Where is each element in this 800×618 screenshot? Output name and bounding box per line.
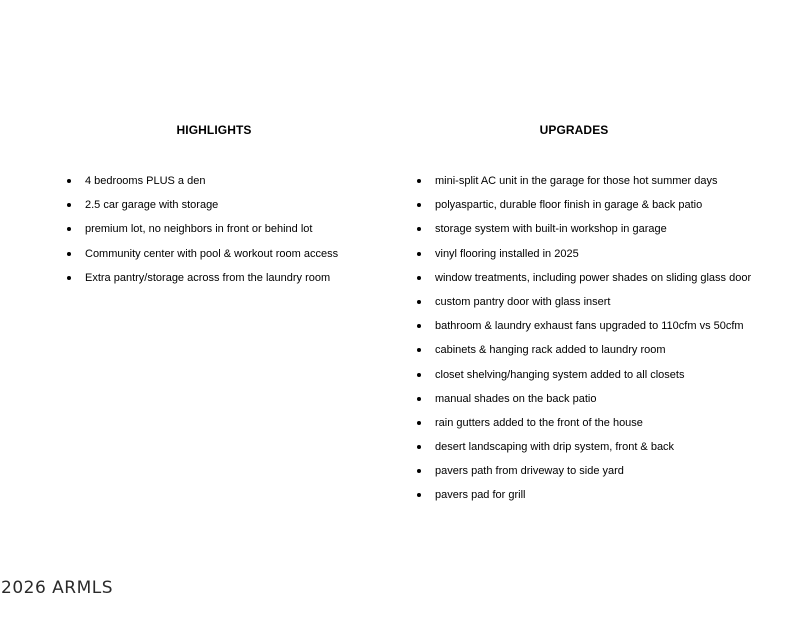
bullet-icon (67, 179, 71, 183)
list-item (66, 245, 386, 269)
list-item-text: Extra pantry/storage across from the laundry room (85, 271, 331, 284)
bullet-icon (417, 300, 421, 304)
bullet-icon (417, 227, 421, 231)
highlights-heading: HIGHLIGHTS (176, 123, 252, 137)
bullet-icon (417, 373, 421, 377)
bullet-icon (67, 203, 71, 207)
list-item-text: closet shelving/hanging system added to all closets (435, 368, 685, 381)
watermark: 2026 ARMLS (1, 578, 114, 598)
list-item (416, 172, 786, 196)
bullet-icon (417, 348, 421, 352)
list-item (66, 172, 386, 196)
list-item (416, 196, 786, 220)
list-item (416, 414, 786, 438)
list-item (416, 245, 786, 269)
list-item-text: manual shades on the back patio (435, 392, 597, 405)
list-item-text: polyaspartic, durable floor finish in garage & back patio (435, 199, 703, 212)
list-item (416, 317, 786, 341)
list-item (416, 341, 786, 365)
list-item-text: custom pantry door with glass insert (435, 295, 611, 308)
bullet-icon (417, 469, 421, 473)
list-item (416, 390, 786, 414)
list-item (66, 196, 386, 220)
list-item-text: bathroom & laundry exhaust fans upgraded to 110cfm vs 50cfm (435, 320, 744, 333)
list-item-text: vinyl flooring installed in 2025 (435, 247, 579, 260)
list-item-text: pavers path from driveway to side yard (435, 465, 624, 478)
list-item (416, 293, 786, 317)
list-item (66, 220, 386, 244)
list-item-text: cabinets & hanging rack added to laundry room (435, 344, 666, 357)
list-item (416, 486, 786, 510)
list-item (416, 269, 786, 293)
upgrades-list (416, 172, 786, 511)
list-item-text: premium lot, no neighbors in front or behind lot (85, 223, 313, 236)
list-item (416, 438, 786, 462)
bullet-icon (67, 227, 71, 231)
bullet-icon (417, 203, 421, 207)
highlights-list (66, 172, 386, 293)
bullet-icon (417, 276, 421, 280)
bullet-icon (417, 252, 421, 256)
bullet-icon (67, 276, 71, 280)
list-item-text: storage system with built-in workshop in garage (435, 223, 667, 236)
bullet-icon (417, 493, 421, 497)
bullet-icon (417, 421, 421, 425)
upgrades-heading: UPGRADES (539, 123, 609, 137)
list-item (416, 220, 786, 244)
list-item-text: mini-split AC unit in the garage for those hot summer days (435, 175, 718, 187)
list-item-text: window treatments, including power shades on sliding glass door (435, 271, 752, 284)
bullet-icon (67, 252, 71, 256)
bullet-icon (417, 324, 421, 328)
list-item-text: rain gutters added to the front of the house (435, 416, 643, 429)
list-item-text: pavers pad for grill (435, 489, 526, 502)
list-item-text: 4 bedrooms PLUS a den (85, 175, 206, 187)
list-item-text: desert landscaping with drip system, front & back (435, 441, 675, 454)
list-item-text: Community center with pool & workout room access (85, 247, 339, 260)
bullet-icon (417, 397, 421, 401)
list-item (416, 366, 786, 390)
list-item (66, 269, 386, 293)
bullet-icon (417, 179, 421, 183)
list-item (416, 462, 786, 486)
list-item-text: 2.5 car garage with storage (85, 199, 219, 212)
bullet-icon (417, 445, 421, 449)
